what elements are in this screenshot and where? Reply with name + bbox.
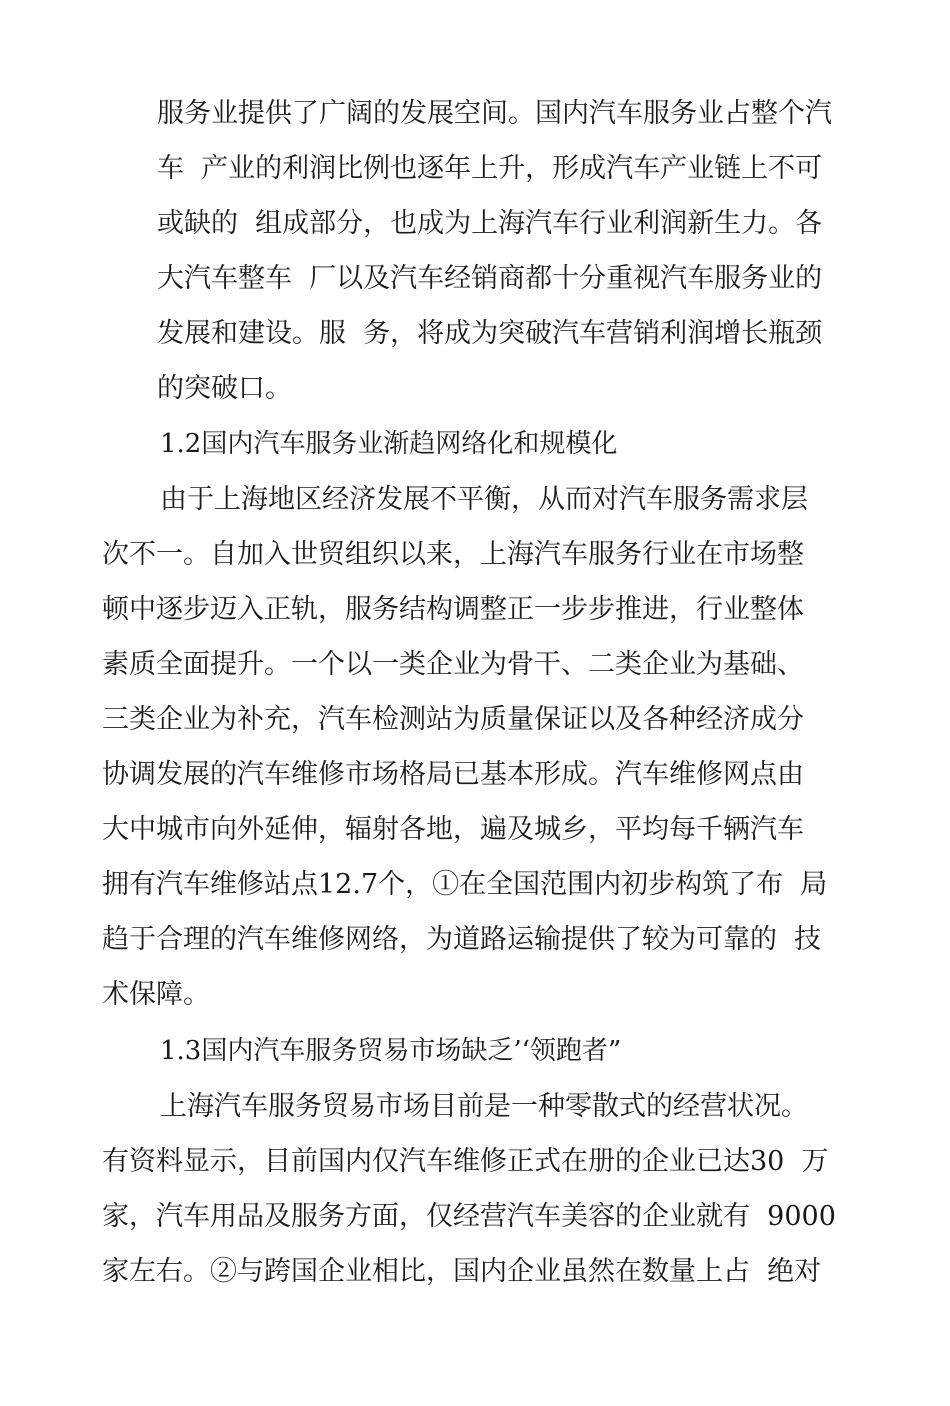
paragraph-line: 家左右。②与跨国企业相比，国内企业虽然在数量上占 绝对 [102, 1256, 822, 1287]
paragraph-line: 顿中逐步迈入正轨，服务结构调整正一步步推进，行业整体 [102, 594, 804, 625]
section-heading-1-3: 1.3国内汽车服务贸易市场缺乏’‘领跑者” [160, 1036, 622, 1066]
paragraph-line: 车 产业的利润比例也逐年上升，形成汽车产业链上不可 [157, 153, 823, 184]
paragraph-line: 服务业提供了广阔的发展空间。国内汽车服务业占整个汽 [157, 98, 832, 129]
paragraph-line: 的突破口。 [157, 373, 292, 404]
paragraph-line: 大中城市向外延伸，辐射各地，遍及城乡，平均每千辆汽车 [102, 814, 804, 845]
paragraph-line: 次不一。自加入世贸组织以来，上海汽车服务行业在市场整 [102, 539, 804, 570]
section-heading-1-2: 1.2国内汽车服务业渐趋网络化和规模化 [160, 429, 618, 459]
paragraph-line: 家，汽车用品及服务方面，仅经营汽车美容的企业就有 9000 [102, 1201, 836, 1232]
paragraph-line: 协调发展的汽车维修市场格局已基本形成。汽车维修网点由 [102, 759, 804, 790]
paragraph-line: 三类企业为补充，汽车检测站为质量保证以及各种经济成分 [102, 704, 804, 735]
paragraph-line: 趋于合理的汽车维修网络，为道路运输提供了较为可靠的 技 [102, 924, 822, 955]
paragraph-line: 或缺的 组成部分，也成为上海汽车行业利润新生力。各 [157, 208, 823, 239]
paragraph-line: 拥有汽车维修站点12.7个，①在全国范围内初步构筑了布 局 [102, 869, 828, 900]
paragraph-line: 上海汽车服务贸易市场目前是一种零散式的经营状况。 [160, 1091, 808, 1122]
paragraph-line: 素质全面提升。一个以一类企业为骨干、二类企业为基础、 [102, 649, 804, 680]
paragraph-line: 发展和建设。服 务，将成为突破汽车营销利润增长瓶颈 [157, 318, 823, 349]
paragraph-line: 由于上海地区经济发展不平衡，从而对汽车服务需求层 [160, 484, 808, 515]
paragraph-line: 有资料显示，目前国内仅汽车维修正式在册的企业已达30 万 [102, 1146, 829, 1177]
paragraph-line: 大汽车整车 厂以及汽车经销商都十分重视汽车服务业的 [157, 263, 823, 294]
paragraph-line: 术保障。 [102, 979, 210, 1010]
